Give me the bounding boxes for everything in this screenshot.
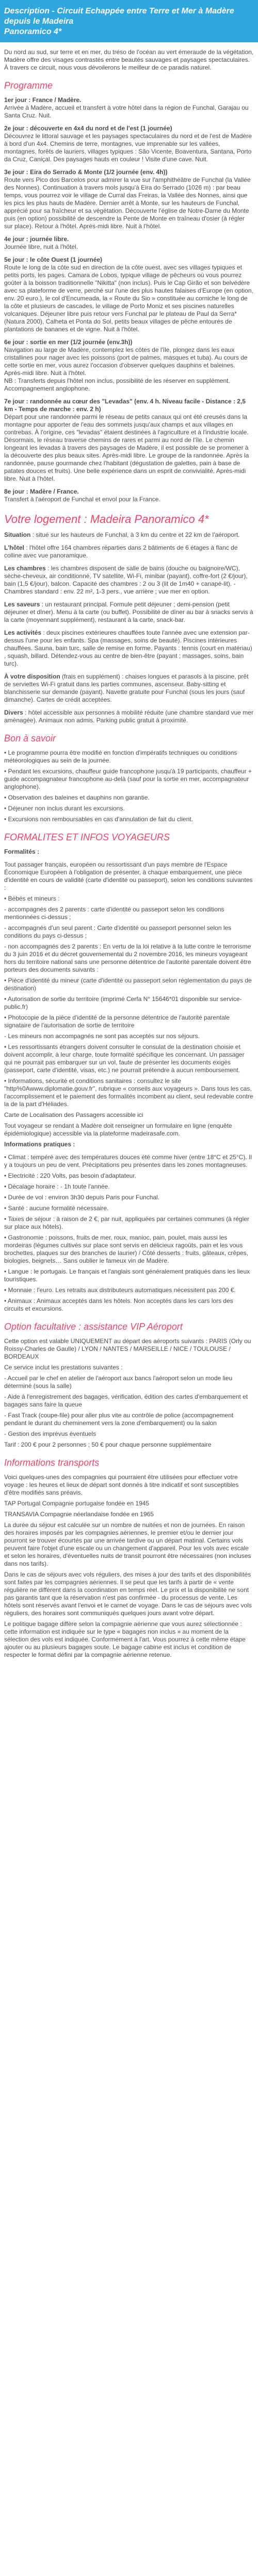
hotel-heading: Votre logement : Madeira Panoramico 4* — [4, 513, 209, 526]
good-to-know-list — [4, 749, 254, 823]
practical-item: • Animaux : Animaux acceptés dans les hôtels. Non acceptés dans les cars lors des circuits et excursions. — [4, 1297, 233, 1312]
situation-text: situé sur les hauteurs de Funchal, à 3 km du centre et 22 km de l'aéroport. — [36, 531, 240, 538]
formalities-item: • Autorisation de sortie du territoire (imprimé Cerfa N° 15646*01 disponible sur service-public.fr) — [4, 995, 242, 1010]
option-item: Tarif : 200 € pour 2 personnes ; 50 € pour chaque personne supplémentaire — [4, 1441, 212, 1448]
day-item — [4, 168, 254, 230]
programme-list — [4, 96, 254, 503]
good-to-know-item: • Pendant les excursions, chauffeur guide francophone jusqu'à 19 participants, chauffeur + guide accompagnateur francophone au-delà (sauf pour la sortie en mer, accompagnateur anglophone). — [4, 768, 252, 790]
transport-list — [4, 1473, 254, 1659]
day-item — [4, 338, 254, 393]
practical-item: • Santé : aucune formalité nécessaire. — [4, 1205, 109, 1212]
day-title: 2e jour : découverte en 4x4 du nord et de l'est (1 journée) — [4, 125, 172, 132]
option-item: Cette option est valable UNIQUEMENT au départ des aéroports suivants : PARIS (Orly ou Roissy-Charles de Gaulle) / LYON / NANTES / MARSEILLE / NICE / TOULOUSE / BORDEAUX — [4, 1337, 251, 1360]
formalities-item: • Informations, sécurité et conditions sanitaires : consultez le site "http%0Awww.diplomatie.gouv.fr", rubrique « conseils aux voyageurs ». Dans tous les cas, l'accomplissement et le paiement des formalités incombent au client, seul redevable contre la de la part d'Héliades. — [4, 1077, 253, 1108]
day-title: 5e jour : le côte Ouest (1 journée) — [4, 256, 103, 263]
rooms-label: Les chambres — [4, 565, 46, 572]
dining-label: Les saveurs — [4, 601, 40, 608]
divers-label: Divers — [4, 709, 23, 716]
practical-list — [4, 1154, 254, 1313]
hotel-description: L'hôtel : l'hôtel offre 164 chambres réparties dans 2 bâtiments de 6 étages à flanc de colline avec vue panoramique. — [4, 544, 238, 559]
day-text: Transfert à l'aéroport de Funchal et envol pour la France. — [4, 496, 160, 503]
good-to-know-item: • Le programme pourra être modifié en fonction d'impératifs techniques ou conditions météorologiques au sein de la journée. — [4, 749, 237, 764]
formalities-item: Tout voyageur se rendant à Madère doit renseigner un formulaire en ligne (enquête épidémiologique) accessible via la plateforme madeirasafe.com. — [4, 1122, 232, 1137]
day-title: 7e jour : randonnée au cœur des "Levadas" (env. 4 h. Niveau facile - Distance : 2,5 km - Temps de marche : env. 2 h) — [4, 398, 246, 413]
day-text: Route vers Pico dos Barcelos pour admirer la vue sur l'amphithéâtre de Funchal (la Vallée des Nonnes). Continuation à travers mols jusqu'à Eira do Serrado (1026 m) : par beau temps, vous pourrez voir le village de Curral das Freiras, la Vallée des Nonnes, ainsi que les pics les plus hauts de Madère. Dernier arrêt à Monte, sur les hauteurs de Funchal, apprécié pour sa fraîcheur et sa végétation. Découverte l'église de Notre-Dame du Monte puis (en option) possibilité de descendre la Pente de Monte en traîneau d'osier (à régler sur place). Retour à l'hôtel. Après-midi libre. Nuit à l'hôtel. — [4, 176, 251, 230]
hotel-label: L'hôtel — [4, 544, 24, 551]
hotel-services — [4, 673, 254, 704]
formalities-item: • Pièce d'identité du mineur (carte d'identité ou passeport selon réglementation du pays de destination) — [4, 977, 252, 992]
transport-item: TAP Portugal Compagnie portugaise fondée en 1945 — [4, 1500, 150, 1507]
transport-item: Voici quelques-unes des compagnies qui pourraient être utilisées pour effectuer votre voyage : les heures et lieux de départ sont donnés à titre indicatif et sont susceptibles d'être modifiés sans préavis. — [4, 1473, 239, 1496]
practical-item: • Taxes de séjour : à raison de 2 €, par nuit, appliquées par certaines communes (à régler sur place aux hôtels). — [4, 1215, 249, 1230]
title-banner — [0, 0, 258, 42]
day-title: 4e jour : journée libre. — [4, 235, 69, 243]
option-item: - Gestion des imprévus éventuels — [4, 1430, 96, 1437]
day-text: Arrivée à Madère, accueil et transfert à votre hôtel dans la région de Funchal, Garajau ou Santa Cruz. Nuit. — [4, 104, 249, 119]
day-text: Départ pour une randonnée parmi le réseau de petits canaux qui ont été creusés dans la montagne pour apporter de l'eau des sommets jusqu'aux champs et aux villages en contrebas. À l'origine, ces "levadas" étaient destinées à l'agriculture et à l'industrie locale. Désormais, le réseau traverse chemins de rares et parmi au nord de l'île. Le chemin longeant les levadas à travers des paysages de Madère, il est possible de se promener à la découverte des plus beaux sites. Après-midi libre. Le groupe de la randonnée. Après la randonnée, pause gourmande chez l'habitant (dégustation de galettes, pain à base de patates douces et fruits). Une belle expérience dans un esprit de convivialité. Après-midi libre. Nuit à l'hôtel. — [4, 413, 249, 482]
situation-label: Situation — [4, 531, 31, 538]
day-item — [4, 398, 254, 483]
rooms-text: les chambres disposent de salle de bains (douche ou baignoire/WC), sèche-cheveux, air conditionné, TV satellite, Wi-Fi, minibar (payant), coffre-fort (2 €/jour), bain (1,5 €/jour), balcon. Capacité des chambres : 2 ou 3 (lit de 1m40 + canapé-lit). - Chambres standard : env. 22 m², 1-3 pers., vue arrière ; vue mer en option. — [4, 565, 248, 595]
formalities-item: - accompagnés des 2 parents : carte d'identité ou passeport selon les conditions mentionnées ci-dessus ; — [4, 906, 224, 921]
option-heading: Option facultative : assistance VIP Aéroport — [4, 1321, 183, 1332]
page-title: Description - Circuit Echappée entre Terre et Mer à Madère depuis le Madeira — [4, 7, 234, 26]
practical-item: • Electricité : 220 Volts, pas besoin d'adaptateur. — [4, 1172, 136, 1179]
option-item: - Accueil par le chef en atelier de l'aéroport aux bancs l'aéroport selon un mode lieu déterminé (sous la salle) — [4, 1375, 233, 1389]
page-title-line2: Panoramico 4* — [4, 27, 62, 36]
day-title: 3e jour : Eira do Serrado & Monte (1/2 journée (env. 4h)) — [4, 168, 168, 176]
hotel-activities: Les activités : deux piscines extérieures chauffées toute l'année avec une extension par-dessus l'une pour les enfants. Spa (massages, soins de beauté). Piscines intérieures chauffées. Sauna, bain turc, salle de remise en forme. Payants : tennis (court en matériau) , squash, billard. Détendez-vous au centre de bien-être (payant ; massages, soins, bain turc). — [4, 629, 252, 667]
practical-label: Informations pratiques : — [4, 1141, 75, 1148]
activities-text: deux piscines extérieures chauffées toute l'année avec une extension par-dessus l'une pour les enfants. Spa (massages, soins de beauté). Piscines intérieures chauffées. Sauna, bain turc, salle de remise en forme. Payants : tennis (court en matériau) , squash, billard. Détendez-vous au centre de bien-être (payant ; massages, soins, bain turc). — [4, 629, 252, 667]
hotel-dining: Les saveurs : un restaurant principal. Formule petit déjeuner ; demi-pension (petit déjeuner et dîner). Menu à la carte (ou buffet). Possibilité de dîner au bar à snacks servis à la carte (moyennant supplément), restaurant à la carte, snack-bar. — [4, 601, 253, 623]
option-item: - Fast Track (coupe-file) pour aller plus vite au contrôle de police (accompagnement pendant le durant du cheminement vers la zone d'embarquement) ou la salon — [4, 1412, 234, 1427]
formalities-heading: FORMALITES ET INFOS VOYAGEURS — [4, 832, 170, 842]
practical-item: • Durée de vol : environ 3h30 depuis Paris pour Funchal. — [4, 1194, 160, 1201]
transport-item: TRANSAVIA Compagnie néerlandaise fondée en 1965 — [4, 1511, 154, 1518]
transport-item: La durée du séjour est calculée sur un nombre de nuitées et non de journées. En raison des horaires imposés par les compagnies aériennes, le premier et/ou le dernier jour pourront se trouver écourtés par une arrivée tardive ou un départ matinal. Certains vols peuvent faire l'objet d'une escale ou un changement d'appareil. Pour les vols avec escale et selon les horaires, d'éventuelles nuits de transit pourront être nécessaires (non incluses dans nos tarifs). — [4, 1521, 251, 1567]
day-text: Journée libre, nuit à l'hôtel. — [4, 243, 78, 250]
hotel-situation: Situation : situé sur les hauteurs de Funchal, à 3 km du centre et 22 km de l'aéroport. — [4, 531, 240, 538]
option-item: - Aide à l'enregistrement des bagages, vérification, édition des cartes d'embarquement et bagages sans faire la queue — [4, 1393, 248, 1408]
divers-text: hôtel accessible aux personnes à mobilité réduite (une chambre standard vue mer aménagée). Animaux non admis. Parking public gratuit à proximité. — [4, 709, 253, 724]
formalities-list — [4, 861, 254, 1138]
option-item: Ce service inclut les prestations suivantes : — [4, 1364, 123, 1371]
good-to-know-item: • Observation des baleines et dauphins non garantie. — [4, 794, 150, 801]
day-item — [4, 488, 254, 503]
day-title: 8e jour : Madère / France. — [4, 488, 79, 495]
option-list — [4, 1337, 254, 1449]
day-text: Découvrez le littoral sauvage et les paysages spectaculaires du nord et de l'est de Madère à bord d'un 4x4. Chemins de terre, montagnes, vue imprenable sur les vallées, montagnes, forêts de lauriers, villages typiques : São Vicente, Boaventura, Santana, Porto da Cruz, Caniçal. Des paysages hauts en couleur ! Visite d'une cave. Nuit. — [4, 132, 252, 163]
notes-text: (frais en supplément) : chaises longues et parasols à la piscine, prêt de serviettes Wi-Fi gratuit dans les parties communes, ascenseur. Baby-sitting et blanchisserie sur demande (payant). Navette gratuite pour Funchal (sous les jours (sauf dimanche). Cartes de crédit acceptées. — [4, 673, 249, 703]
formalities-item: • Photocopie de la pièce d'identité de la personne détentrice de l'autorité parentale signataire de l'autorisation de sortie de territoire — [4, 1014, 230, 1029]
day-title: 1er jour : France / Madère. — [4, 96, 82, 104]
formalities-item: - non accompagnés des 2 parents : En vertu de la loi relative à la lutte contre le terrorisme du 3 juin 2016 et du décret gouvernemental du 2 novembre 2016, les mineurs voyageant hors du territoire national sans une personne détentrice de l'autorité parentale doivent être porteurs des documents suivants : — [4, 943, 251, 973]
formalities-label: Formalités : — [4, 848, 40, 855]
activities-label: Les activités — [4, 629, 42, 636]
notes-label: À votre disposition — [4, 673, 60, 680]
formalities-item: - Les mineurs non accompagnés ne sont pas acceptés sur nos séjours. — [4, 1032, 200, 1040]
day-item — [4, 96, 254, 120]
day-title: 6e jour : sortie en mer (1/2 journée (env.3h)) — [4, 338, 133, 346]
day-text: Route le long de la côte sud en direction de la côte ouest, avec ses villages typiques et petits ports, les pages. Camara de Lobos, typique village de pêcheurs où vous pourrez goûter à la boisson traditionnelle "Nikitta" (non inclus). Puis le Cap Girão et son belvédère avec sa plateforme de verre, perché sur l'une des plus hautes falaises d'Europe (en option, env. 20 euro.), le col d'Encumeada, la « Route du Sio » constituée au corniche le long de la côte et plusieurs de cascades, le village de Porto Moniz et ses piscines naturelles volcaniques. Déjeuner libre puis retour vers Funchal par le plateau de Paul da Serra* (Natura 2000), Calheta et Ponta do Sol, petits beaux villages de pêche entourés de plantations de bananes et de vigne. Nuit à l'hôtel. — [4, 264, 253, 333]
practical-item: • Monnaie : l'euro. Les retraits aux distributeurs automatiques nécessitent pas 200 €. — [4, 1286, 236, 1294]
good-to-know-item: • Excursions non remboursables en cas d'annulation de fait du client. — [4, 816, 194, 823]
day-item — [4, 256, 254, 333]
formalities-item: Tout passager français, européen ou ressortissant d'un pays membre de l'Espace Économique Européen à l'obligation de présenter, à chaque embarquement, une pièce d'identité en cours de validité (carte d'identité ou passeport), selon les conditions suivantes : — [4, 861, 253, 891]
intro-text: Du nord au sud, sur terre et en mer, du tréso de l'océan au vert émeraude de la végétation, Madère offre des visages contrastés entre beautés sauvages et paysages spectaculaires. À travers ce circuit, nous vous dévoilerons le meilleur de ce paradis naturel. — [4, 48, 254, 71]
programme-heading: Programme — [4, 80, 53, 91]
formalities-item: Carte de Localisation des Passagers accessible ici — [4, 1111, 143, 1118]
practical-item: • Décalage horaire : - 1h toute l'année. — [4, 1183, 110, 1190]
practical-item: • Gastronomie : poissons, fruits de mer, roux, manioc, pain, poulet, mais aussi les mordeiras (légumes cultivés sur place sont servis en délicieux ragoûts, pain et les vous brochettes, plaques sur des branches de laurier) / Côté desserts : fruits, gâteaux, crêpes, biologies, beignets… Sans oublier le fameux vin de Madère. — [4, 1234, 248, 1264]
formalities-item: - accompagnés d'un seul parent : Carte d'identité ou passeport personnel selon les conditions du pays ci-dessus ; — [4, 924, 232, 939]
practical-item: • Climat : tempéré avec des températures douces été comme hiver (entre 18°C et 25°C). Il y a toujours un peu de vent. Précipitations peu présentes dans les zones montagneuses. — [4, 1154, 252, 1168]
hotel-rooms: Les chambres : les chambres disposent de salle de bains (douche ou baignoire/WC), sèche-cheveux, air conditionné, TV satellite, Wi-Fi, minibar (payant), coffre-fort (2 €/jour), bain (1,5 €/jour), balcon. Capacité des chambres : 2 ou 3 (lit de 1m40 + canapé-lit). - Chambres standard : env. 22 m², 1-3 pers., vue arrière ; vue mer en option. — [4, 565, 248, 595]
transport-item: Dans le cas de séjours avec vols réguliers, des mises à jour des tarifs et des disponibilités sont faites par les compagnies aériennes. Il se peut que les tarifs à partir de « vente régulière ne diffèrent dans la coordination en temps réel. Le prix et la disponibilité ne sont pas garantis tant que la réservation n'est pas confirmée - du processus de vente. Les hôtels sont réservés avant l'envoi et le carnet de voyage. Dans le cas de séjours avec vols réguliers, des horaires sont communiqués quelques jours avant votre départ. — [4, 1571, 252, 1617]
transport-item: Le politique bagage diffère selon la compagnie aérienne que vous aurez sélectionnée : cette information est indiquée sur le type « bagages non inclus » au moment de la sélection des vols est indiquée. Conformément à l'art. Vous pourrez à cette même étape ajouter ou au plusieurs bagages soute. Le bagage cabine est inclus et condition de respecter le format défini par la compagnie aérienne retenue. — [4, 1620, 246, 1658]
practical-item: • Langue : le portugais. Le français et l'anglais sont généralement pratiqués dans les lieux touristiques. — [4, 1268, 250, 1283]
hotel-divers: Divers : hôtel accessible aux personnes à mobilité réduite (une chambre standard vue mer aménagée). Animaux non admis. Parking public gratuit à proximité. — [4, 709, 253, 724]
content — [0, 48, 258, 1672]
day-item — [4, 235, 254, 251]
formalities-item: • Bébés et mineurs : — [4, 895, 60, 902]
day-item — [4, 125, 254, 163]
day-text: Navigation au large de Madère, contemplez les côtes de l'île, plongez dans les eaux cristallines pour nager avec les poissons (port de palmes, masques et tuba). Au cours de cette sortie en mer, vous aurez l'occasion d'observer quelques dauphins et baleines. Après-midi libre. Nuit à l'hôtel. NB : Transferts depuis l'hôtel non inclus, possibilité de les réserver en supplément. Accompagnement anglophone. — [4, 346, 248, 392]
formalities-item: • Les ressortissants étrangers doivent consulter le consulat de la destination choisie et doivent accomplir, à leur charge, toute formalité spécifique les concernant. Un passager qui ne pourrait pas embarquer sur un vol, faute de présenter les documents exigés (passeport, carte d'identité, visas, etc.) ne pourrait prétendre à aucun remboursement. — [4, 1043, 245, 1074]
transport-heading: Informations transports — [4, 1458, 100, 1468]
good-to-know-item: • Déjeuner non inclus durant les excursions. — [4, 805, 125, 812]
good-to-know-heading: Bon à savoir — [4, 733, 56, 743]
dining-text: un restaurant principal. Formule petit déjeuner ; demi-pension (petit déjeuner et dîner). Menu à la carte (ou buffet). Possibilité de dîner au bar à snacks servis à la carte (moyennant supplément), restaurant à la carte, snack-bar. — [4, 601, 253, 623]
hotel-text: l'hôtel offre 164 chambres réparties dans 2 bâtiments de 6 étages à flanc de colline avec vue panoramique. — [4, 544, 238, 559]
